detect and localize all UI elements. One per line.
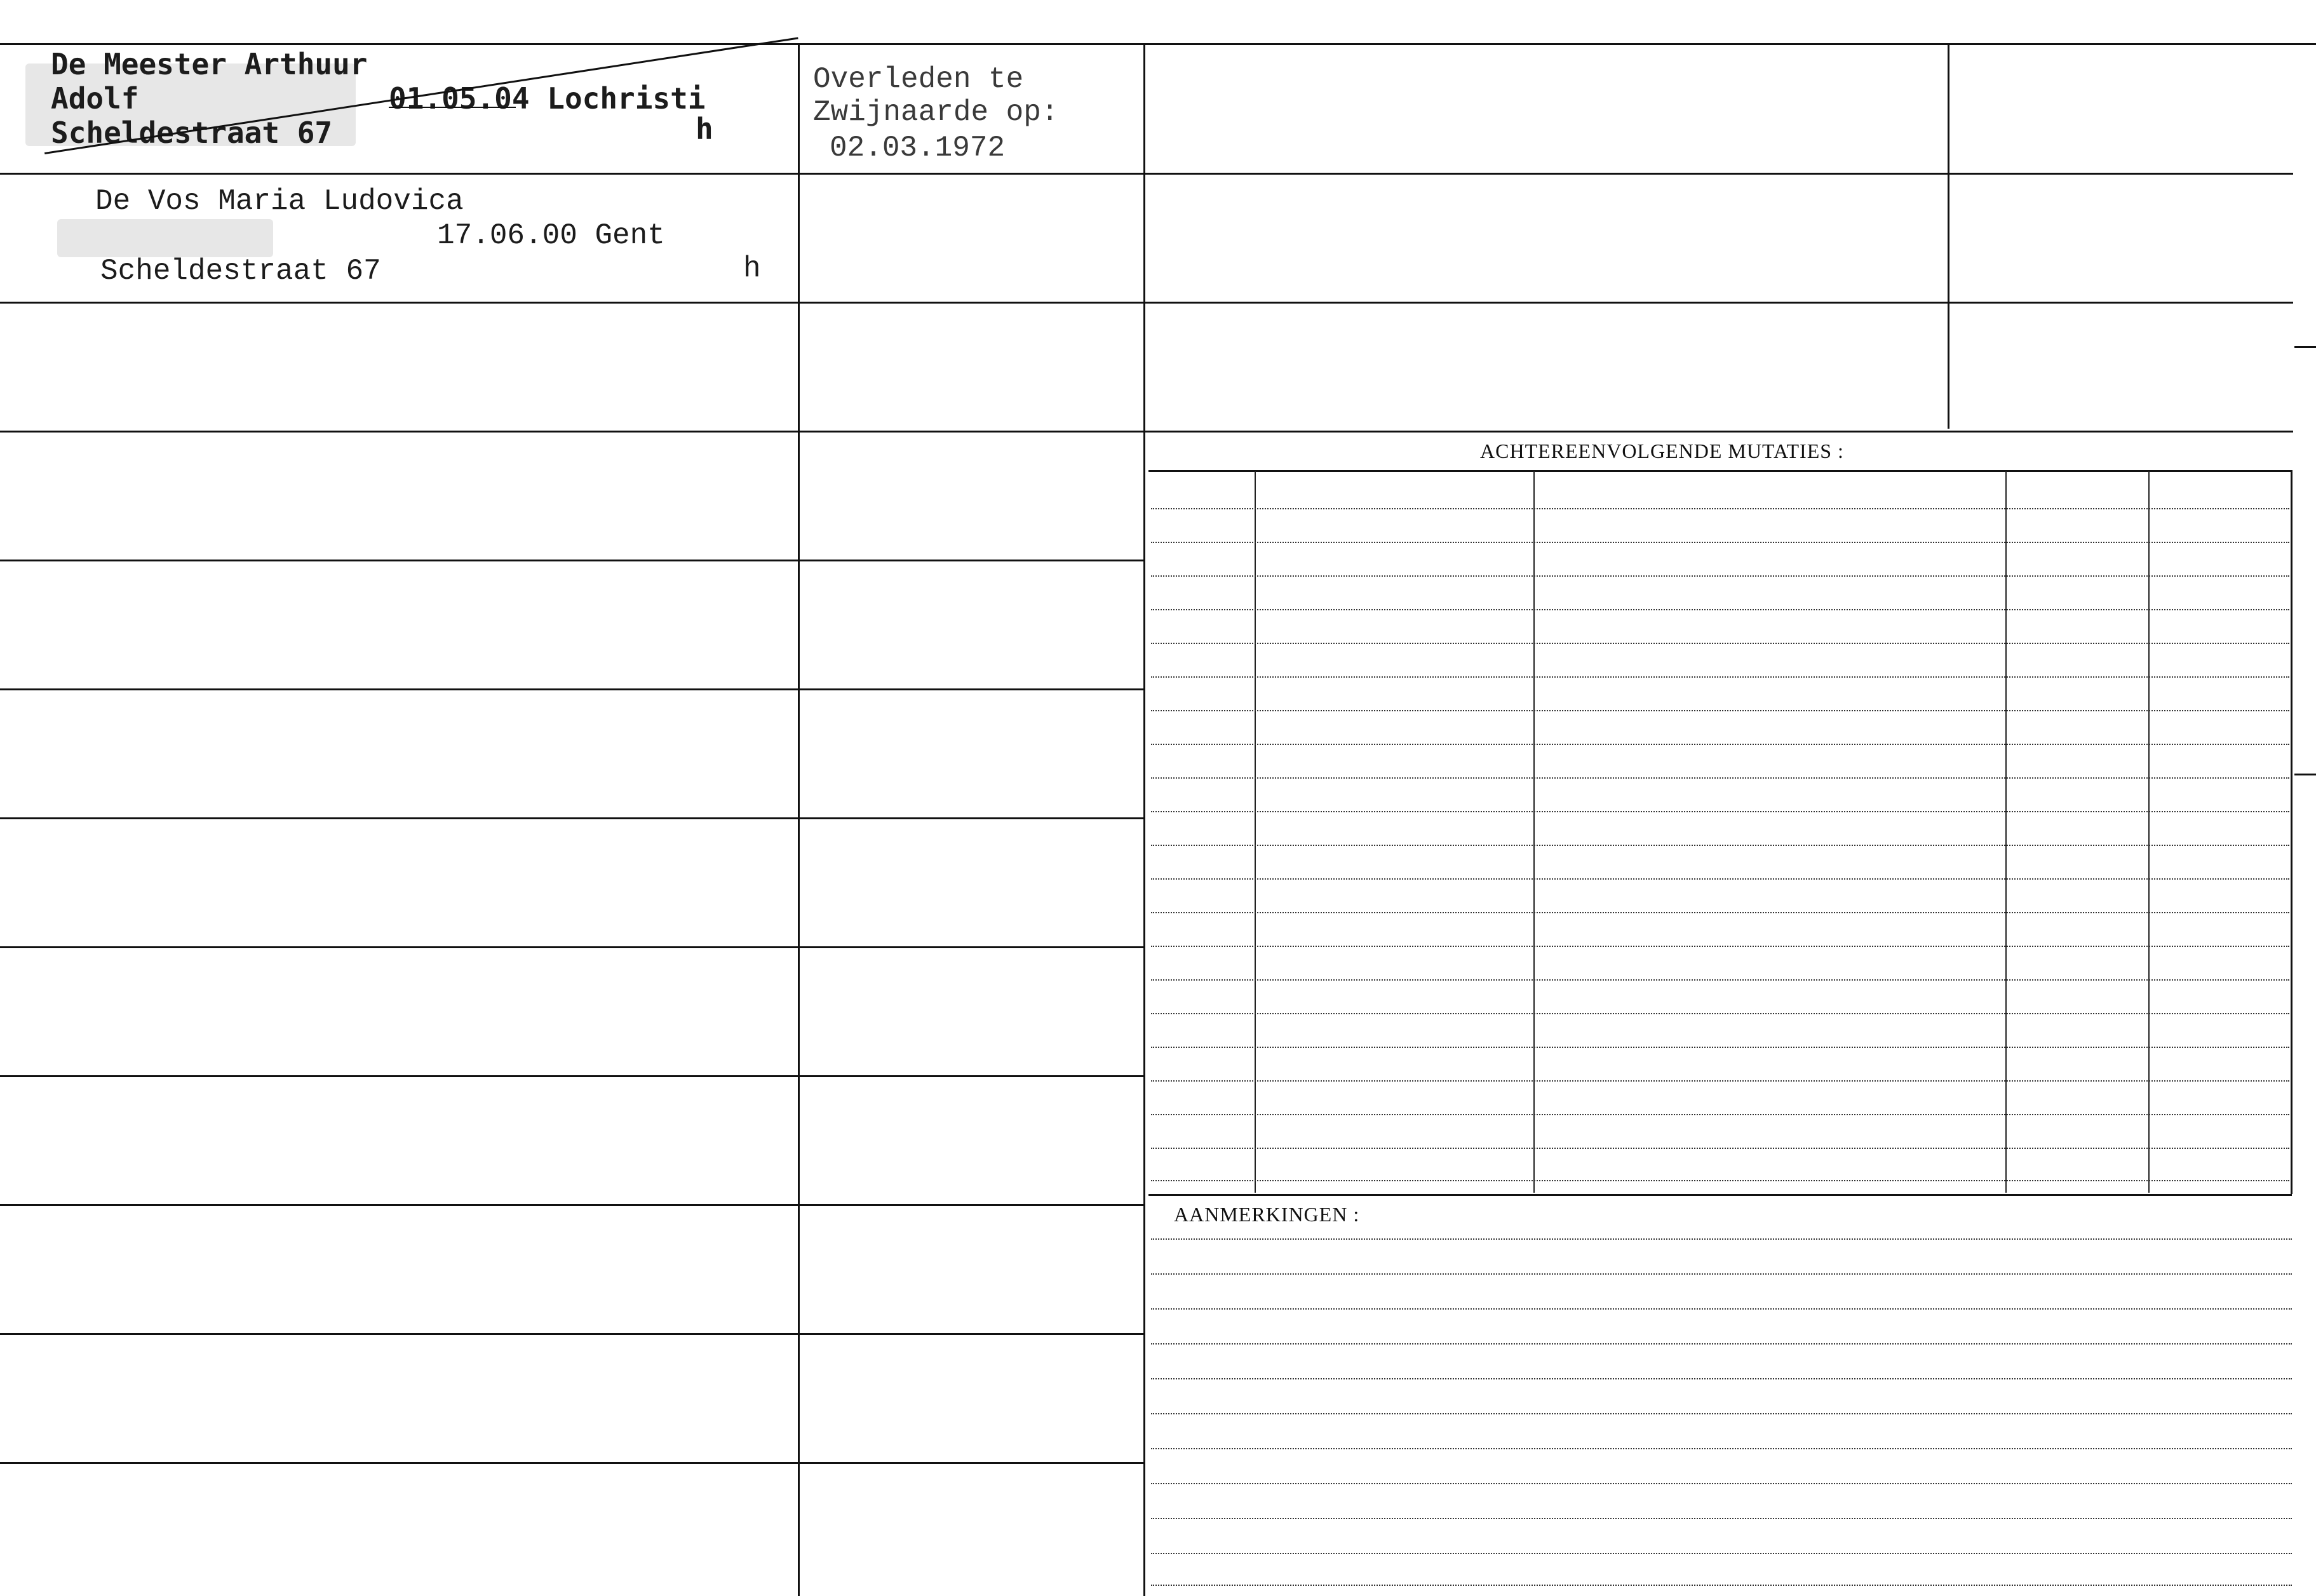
mutations-col-divider <box>2005 471 2007 1193</box>
person-2-name: De Vos Maria Ludovica <box>95 185 464 218</box>
mutations-ruling <box>1151 542 2289 543</box>
row-line <box>0 173 1145 175</box>
row-line <box>0 1462 1145 1464</box>
row-line <box>0 431 1145 433</box>
person-1-remark-line2: Zwijnaarde op: <box>813 96 1059 129</box>
person-1-remark-line1: Overleden te <box>813 63 1024 96</box>
mutations-ruling <box>1151 676 2289 678</box>
remarks-ruling <box>1151 1518 2292 1519</box>
mutations-ruling <box>1151 979 2289 981</box>
column-divider-3 <box>1948 44 1949 429</box>
row-line <box>0 302 1145 304</box>
person-1-underline <box>389 107 516 108</box>
mutations-col-divider <box>2148 471 2150 1193</box>
row-line <box>0 688 1145 690</box>
person-1-remark-line3: 02.03.1972 <box>830 131 1006 164</box>
column-divider-1 <box>798 44 800 1596</box>
margin-tick <box>2294 774 2316 775</box>
mutations-ruling <box>1151 845 2289 846</box>
person-1-name-line1: De Meester Arthuur <box>51 47 368 81</box>
mutations-col-divider <box>1255 471 1256 1193</box>
mutations-ruling <box>1151 508 2289 509</box>
row-line <box>0 1204 1145 1206</box>
mutations-ruling <box>1151 811 2289 812</box>
margin-tick <box>2294 346 2316 348</box>
mutations-ruling <box>1151 777 2289 779</box>
row-line <box>0 946 1145 948</box>
mutations-ruling <box>1151 878 2289 880</box>
mutations-ruling <box>1151 609 2289 610</box>
mutations-ruling <box>1151 744 2289 745</box>
person-1-address: Scheldestraat 67 <box>51 116 333 150</box>
right-row-line <box>1143 173 2293 175</box>
remarks-ruling <box>1151 1343 2292 1345</box>
mutations-ruling <box>1151 1047 2289 1048</box>
remarks-ruling <box>1151 1553 2292 1554</box>
scan-smudge <box>57 219 273 257</box>
person-1-birth: 01.05.04 Lochristi <box>389 81 706 116</box>
person-1-name-line2: Adolf <box>51 81 139 116</box>
remarks-ruling <box>1151 1585 2292 1586</box>
mutations-ruling <box>1151 946 2289 947</box>
remarks-ruling <box>1151 1238 2292 1240</box>
mutations-ruling <box>1151 1114 2289 1115</box>
person-2-role: h <box>743 252 761 285</box>
right-row-line <box>1143 302 2293 304</box>
row-line <box>0 560 1145 561</box>
row-line <box>0 1333 1145 1335</box>
mutations-ruling <box>1151 643 2289 644</box>
mutations-ruling <box>1151 1080 2289 1082</box>
remarks-ruling <box>1151 1378 2292 1379</box>
mutations-ruling <box>1151 1180 2289 1181</box>
top-border <box>0 43 2316 45</box>
mutations-heading: ACHTEREENVOLGENDE MUTATIES : <box>1480 439 1844 462</box>
row-line <box>0 817 1145 819</box>
mutations-table-top <box>1148 470 2292 472</box>
person-2-birth: 17.06.00 Gent <box>437 219 665 252</box>
remarks-ruling <box>1151 1308 2292 1310</box>
mutations-col-divider <box>1533 471 1535 1193</box>
mutations-ruling <box>1151 575 2289 577</box>
person-2-address: Scheldestraat 67 <box>100 255 381 288</box>
mutations-ruling <box>1151 1013 2289 1014</box>
mutations-ruling <box>1151 912 2289 913</box>
row-line <box>0 1075 1145 1077</box>
mutations-ruling <box>1151 1148 2289 1149</box>
mutations-table-right <box>2291 470 2292 1194</box>
remarks-ruling <box>1151 1448 2292 1449</box>
person-1-role: h <box>696 112 713 146</box>
remarks-ruling <box>1151 1413 2292 1414</box>
right-row-line <box>1143 431 2293 433</box>
mutations-table-bottom <box>1148 1194 2292 1196</box>
remarks-heading: AANMERKINGEN : <box>1174 1203 1360 1226</box>
remarks-ruling <box>1151 1273 2292 1275</box>
remarks-ruling <box>1151 1483 2292 1484</box>
mutations-ruling <box>1151 710 2289 711</box>
column-divider-2 <box>1143 44 1145 1596</box>
